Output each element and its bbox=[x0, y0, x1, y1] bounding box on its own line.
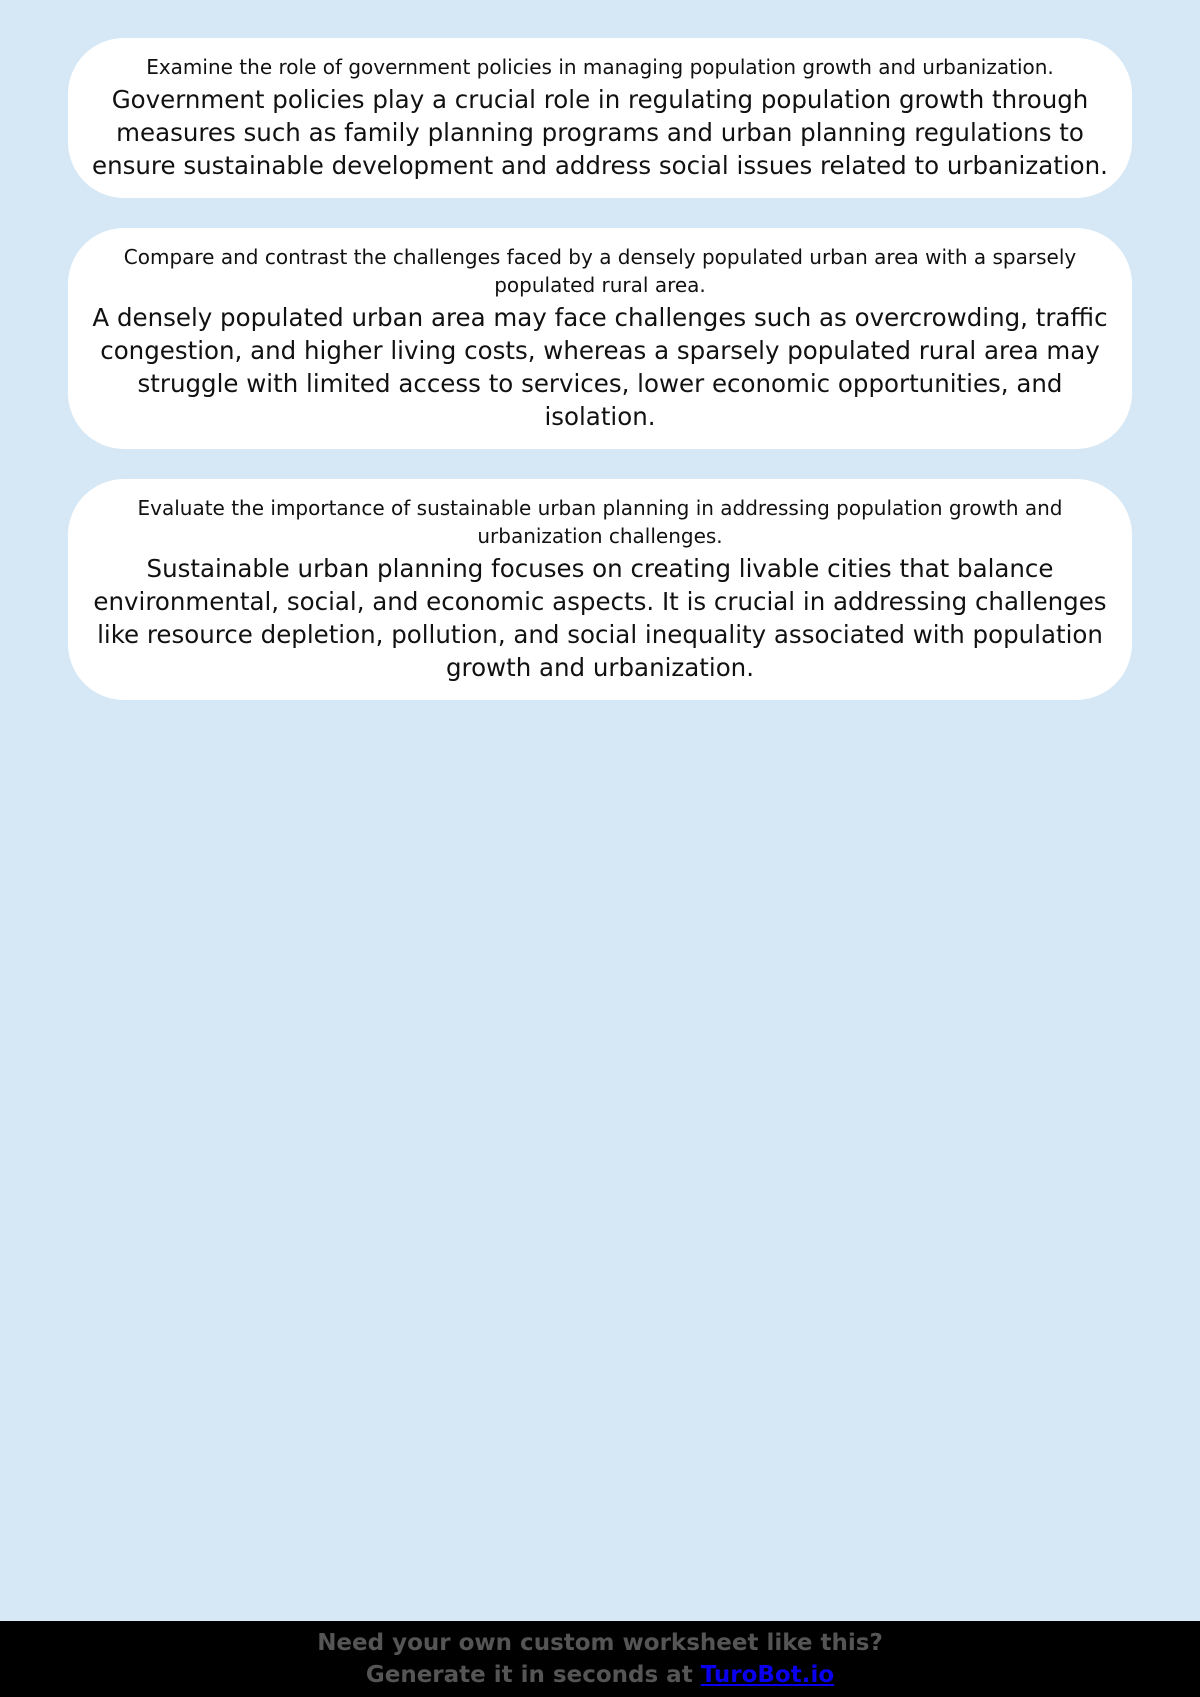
question-text: Evaluate the importance of sustainable urban planning in addressing population growth and urbanization challenges. bbox=[137, 496, 1063, 548]
answer-text: A densely populated urban area may face challenges such as overcrowding, traffic congestion, and higher living costs, whereas a sparsely populated rural area may struggle with limited access to services, lower economic opportunities, and isolation. bbox=[92, 303, 1108, 431]
answer-text: Government policies play a crucial role in regulating population growth through measures such as family planning programs and urban planning regulations to ensure sustainable development and address social issues related to urbanization. bbox=[92, 85, 1108, 180]
footer-cta bbox=[0, 1659, 1200, 1691]
qa-card-1 bbox=[68, 38, 1132, 198]
question-text: Examine the role of government policies in managing population growth and urbanization. bbox=[146, 55, 1054, 79]
promo-footer bbox=[0, 1621, 1200, 1697]
qa-card-3 bbox=[68, 479, 1132, 700]
footer-cta-text: Generate it in seconds at bbox=[365, 1662, 701, 1688]
footer-headline: Need your own custom worksheet like this? bbox=[317, 1630, 883, 1656]
question-text: Compare and contrast the challenges faced by a densely populated urban area with a sparsely populated rural area. bbox=[123, 245, 1077, 297]
answer-text: Sustainable urban planning focuses on creating livable cities that balance environmental, social, and economic aspects. It is crucial in addressing challenges like resource depletion, pollution, and social inequality associated with population growth and urbanization. bbox=[93, 554, 1107, 682]
qa-card-2 bbox=[68, 228, 1132, 449]
worksheet-cards bbox=[68, 38, 1132, 730]
turobot-link[interactable]: TuroBot.io bbox=[700, 1662, 835, 1688]
